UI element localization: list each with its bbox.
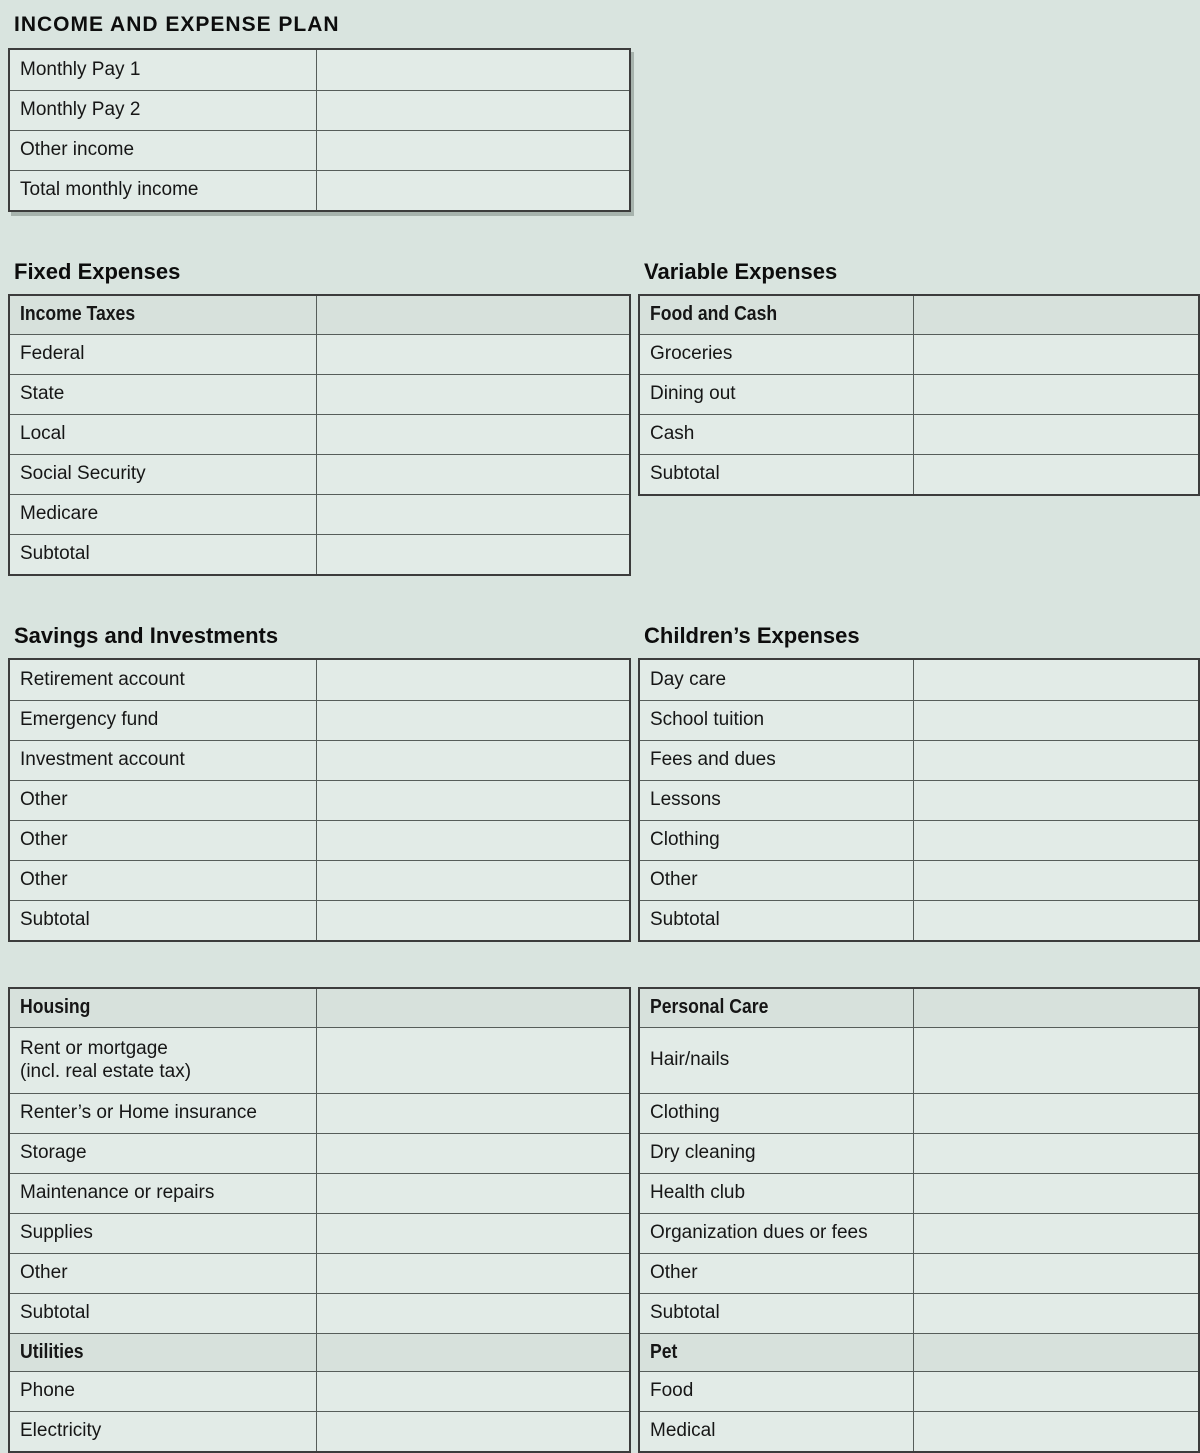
row-value-cell [317, 91, 629, 130]
row-label: Other [640, 861, 914, 900]
row-value-cell [914, 296, 1198, 334]
row-value-cell [317, 296, 629, 334]
row-label: Phone [10, 1372, 317, 1411]
income-table [8, 48, 631, 212]
section-heading-variable-expenses: Variable Expenses [644, 259, 838, 284]
expenses-grid [8, 212, 1200, 1453]
row-label: Subtotal [10, 1294, 317, 1333]
table-row [10, 1253, 629, 1293]
table-row [640, 780, 1198, 820]
row-label: Retirement account [10, 660, 317, 700]
row-label: Medical [640, 1412, 914, 1451]
table-row [640, 1371, 1198, 1411]
row-value-cell [317, 50, 629, 90]
table-row [10, 660, 629, 700]
row-value-cell [914, 1294, 1198, 1333]
row-value-cell [914, 861, 1198, 900]
row-value-cell [317, 131, 629, 170]
row-label: School tuition [640, 701, 914, 740]
income-taxes-table [8, 294, 631, 576]
table-row [640, 1133, 1198, 1173]
row-value-cell [914, 821, 1198, 860]
row-value-cell [317, 1094, 629, 1133]
table-row [640, 660, 1198, 700]
table-row [10, 1293, 629, 1333]
table-row [640, 334, 1198, 374]
table-row [640, 1027, 1198, 1093]
row-label: Subtotal [640, 455, 914, 494]
table-row [10, 1173, 629, 1213]
row-label: Other income [10, 131, 317, 170]
table-row [10, 50, 629, 90]
row-value-cell [317, 1372, 629, 1411]
row-label: Lessons [640, 781, 914, 820]
row-value-cell [914, 1094, 1198, 1133]
table-row [10, 740, 629, 780]
row-value-cell [914, 1134, 1198, 1173]
row-label: Housing [10, 989, 317, 1027]
row-value-cell [317, 861, 629, 900]
row-value-cell [317, 1334, 629, 1371]
row-label: Clothing [640, 1094, 914, 1133]
table-row [10, 494, 629, 534]
row-value-cell [317, 1028, 629, 1093]
page-title: INCOME AND EXPENSE PLAN [14, 13, 340, 36]
row-value-cell [317, 989, 629, 1027]
row-value-cell [317, 901, 629, 940]
row-label: State [10, 375, 317, 414]
table-row [640, 1411, 1198, 1451]
table-row [640, 1093, 1198, 1133]
row-value-cell [914, 741, 1198, 780]
table-row [10, 414, 629, 454]
row-value-cell [914, 1028, 1198, 1093]
row-value-cell [914, 455, 1198, 494]
table-row [640, 454, 1198, 494]
row-value-cell [317, 741, 629, 780]
row-label: Rent or mortgage (incl. real estate tax) [10, 1028, 317, 1093]
row-value-cell [317, 415, 629, 454]
row-value-cell [317, 455, 629, 494]
table-row [10, 1371, 629, 1411]
table-section-header-row [10, 1333, 629, 1371]
table-row [640, 740, 1198, 780]
table-row [10, 1093, 629, 1133]
row-label: Fees and dues [640, 741, 914, 780]
table-section-header-row [640, 1333, 1198, 1371]
row-label: Total monthly income [10, 171, 317, 210]
table-row [10, 1133, 629, 1173]
table-row [10, 90, 629, 130]
row-label: Subtotal [10, 901, 317, 940]
row-label: Emergency fund [10, 701, 317, 740]
row-value-cell [317, 701, 629, 740]
row-value-cell [914, 1334, 1198, 1371]
table-row [640, 1173, 1198, 1213]
row-label: Day care [640, 660, 914, 700]
row-value-cell [317, 1294, 629, 1333]
table-row [640, 860, 1198, 900]
table-row [10, 534, 629, 574]
row-value-cell [914, 701, 1198, 740]
row-label: Renter’s or Home insurance [10, 1094, 317, 1133]
row-value-cell [914, 1254, 1198, 1293]
row-label: Monthly Pay 1 [10, 50, 317, 90]
row-value-cell [317, 535, 629, 574]
row-label: Pet [640, 1334, 914, 1371]
row-label: Investment account [10, 741, 317, 780]
row-value-cell [317, 495, 629, 534]
table-section-header-row [640, 296, 1198, 334]
row-label: Organization dues or fees [640, 1214, 914, 1253]
row-value-cell [317, 1412, 629, 1451]
row-label: Subtotal [640, 901, 914, 940]
table-row [10, 130, 629, 170]
table-row [10, 820, 629, 860]
table-row [640, 414, 1198, 454]
row-value-cell [914, 1412, 1198, 1451]
row-label: Federal [10, 335, 317, 374]
row-label: Other [10, 821, 317, 860]
row-value-cell [317, 781, 629, 820]
personal-care-and-pet-table [638, 987, 1200, 1453]
row-value-cell [914, 901, 1198, 940]
row-label: Local [10, 415, 317, 454]
row-value-cell [317, 335, 629, 374]
table-section-header-row [640, 989, 1198, 1027]
section-heading-savings-and-investments: Savings and Investments [14, 623, 279, 648]
table-row [10, 1411, 629, 1451]
row-label: Food [640, 1372, 914, 1411]
table-row [640, 1213, 1198, 1253]
row-label: Personal Care [640, 989, 914, 1027]
row-value-cell [317, 375, 629, 414]
table-row [640, 374, 1198, 414]
table-section-header-row [10, 989, 629, 1027]
row-value-cell [317, 1134, 629, 1173]
table-row [640, 700, 1198, 740]
table-row [10, 1213, 629, 1253]
table-row [640, 900, 1198, 940]
table-row [640, 1253, 1198, 1293]
row-label: Dry cleaning [640, 1134, 914, 1173]
row-label: Medicare [10, 495, 317, 534]
table-row [640, 1293, 1198, 1333]
table-section-header-row [10, 296, 629, 334]
row-value-cell [317, 660, 629, 700]
row-value-cell [914, 335, 1198, 374]
row-value-cell [914, 660, 1198, 700]
row-value-cell [914, 415, 1198, 454]
row-label: Health club [640, 1174, 914, 1213]
row-label: Income Taxes [10, 296, 317, 334]
row-label: Utilities [10, 1334, 317, 1371]
row-label: Other [10, 861, 317, 900]
row-value-cell [914, 781, 1198, 820]
row-label: Clothing [640, 821, 914, 860]
row-value-cell [317, 171, 629, 210]
row-label: Storage [10, 1134, 317, 1173]
row-label: Other [10, 781, 317, 820]
row-value-cell [914, 1214, 1198, 1253]
section-heading-childrens-expenses: Children’s Expenses [644, 623, 860, 648]
savings-and-investments-table [8, 658, 631, 942]
row-label: Social Security [10, 455, 317, 494]
row-value-cell [317, 1214, 629, 1253]
row-label: Other [10, 1254, 317, 1293]
row-label: Supplies [10, 1214, 317, 1253]
section-heading-fixed-expenses: Fixed Expenses [14, 259, 181, 284]
row-label: Groceries [640, 335, 914, 374]
table-row [10, 454, 629, 494]
table-row [640, 820, 1198, 860]
row-value-cell [914, 375, 1198, 414]
row-label: Other [640, 1254, 914, 1293]
row-label: Subtotal [10, 535, 317, 574]
table-row [10, 374, 629, 414]
row-label: Hair/nails [640, 1028, 914, 1093]
table-row [10, 780, 629, 820]
food-and-cash-table [638, 294, 1200, 496]
row-value-cell [914, 989, 1198, 1027]
table-row [10, 860, 629, 900]
row-value-cell [914, 1174, 1198, 1213]
table-row [10, 1027, 629, 1093]
table-row [10, 334, 629, 374]
table-row [10, 170, 629, 210]
row-label: Monthly Pay 2 [10, 91, 317, 130]
row-value-cell [317, 1254, 629, 1293]
row-label: Dining out [640, 375, 914, 414]
row-label: Cash [640, 415, 914, 454]
row-label: Food and Cash [640, 296, 914, 334]
row-label: Subtotal [640, 1294, 914, 1333]
row-value-cell [317, 1174, 629, 1213]
row-label: Electricity [10, 1412, 317, 1451]
row-value-cell [317, 821, 629, 860]
row-value-cell [914, 1372, 1198, 1411]
children-expenses-table [638, 658, 1200, 942]
table-row [10, 700, 629, 740]
table-row [10, 900, 629, 940]
row-label: Maintenance or repairs [10, 1174, 317, 1213]
housing-and-utilities-table [8, 987, 631, 1453]
